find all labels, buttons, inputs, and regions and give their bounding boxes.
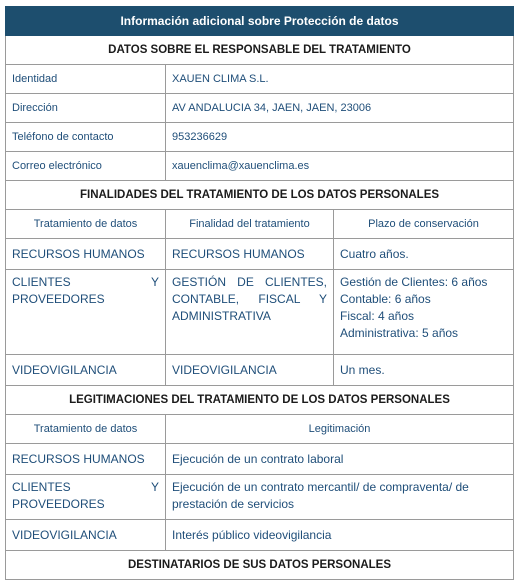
- finalidad-row-finalidad: [166, 270, 334, 355]
- finalidad-row-tratamiento: RECURSOS HUMANOS: [6, 239, 166, 270]
- direccion-label: Dirección: [6, 94, 166, 123]
- section-heading-finalidades: FINALIDADES DEL TRATAMIENTO DE LOS DATOS PERSONALES: [6, 181, 514, 210]
- table-title: Información adicional sobre Protección de datos: [6, 7, 514, 36]
- plazo-line: Fiscal: 4 años: [340, 309, 415, 323]
- column-header-legitimacion: Legitimación: [166, 415, 514, 444]
- column-header-tratamiento: Tratamiento de datos: [6, 415, 166, 444]
- legitimacion-row-tratamiento: [6, 475, 166, 520]
- direccion-value: AV ANDALUCIA 34, JAEN, JAEN, 23006: [166, 94, 514, 123]
- identidad-value: XAUEN CLIMA S.L.: [166, 65, 514, 94]
- finalidad-row-tratamiento: VIDEOVIGILANCIA: [6, 355, 166, 386]
- data-protection-table: [5, 6, 514, 580]
- tratamiento-text: CLIENTES Y PROVEEDORES: [12, 275, 159, 306]
- column-header-plazo: Plazo de conservación: [334, 210, 514, 239]
- legitimacion-row-tratamiento: RECURSOS HUMANOS: [6, 444, 166, 475]
- plazo-line: Gestión de Clientes: 6 años: [340, 275, 488, 289]
- column-header-finalidad: Finalidad del tratamiento: [166, 210, 334, 239]
- finalidad-row-finalidad: RECURSOS HUMANOS: [166, 239, 334, 270]
- plazo-line: Administrativa: 5 años: [340, 326, 459, 340]
- legitimacion-row-tratamiento: VIDEOVIGILANCIA: [6, 520, 166, 551]
- finalidad-row-plazo: [334, 270, 514, 355]
- legitimacion-row-value: Ejecución de un contrato mercantil/ de compraventa/ de prestación de servicios: [166, 475, 514, 520]
- finalidad-row-finalidad: VIDEOVIGILANCIA: [166, 355, 334, 386]
- finalidad-row-tratamiento: [6, 270, 166, 355]
- telefono-label: Teléfono de contacto: [6, 123, 166, 152]
- section-heading-destinatarios: DESTINATARIOS DE SUS DATOS PERSONALES: [6, 551, 514, 580]
- finalidad-row-plazo: Cuatro años.: [334, 239, 514, 270]
- finalidad-row-plazo: Un mes.: [334, 355, 514, 386]
- column-header-tratamiento: Tratamiento de datos: [6, 210, 166, 239]
- telefono-value: 953236629: [166, 123, 514, 152]
- correo-value: xauenclima@xauenclima.es: [166, 152, 514, 181]
- plazo-line: Contable: 6 años: [340, 292, 431, 306]
- section-heading-responsable: DATOS SOBRE EL RESPONSABLE DEL TRATAMIENTO: [6, 36, 514, 65]
- correo-label: Correo electrónico: [6, 152, 166, 181]
- tratamiento-text: CLIENTES Y PROVEEDORES: [12, 480, 159, 511]
- section-heading-legitimaciones: LEGITIMACIONES DEL TRATAMIENTO DE LOS DATOS PERSONALES: [6, 386, 514, 415]
- legitimacion-row-value: Ejecución de un contrato laboral: [166, 444, 514, 475]
- finalidad-text: GESTIÓN DE CLIENTES, CONTABLE, FISCAL Y ADMINISTRATIVA: [172, 275, 327, 323]
- legitimacion-row-value: Interés público videovigilancia: [166, 520, 514, 551]
- identidad-label: Identidad: [6, 65, 166, 94]
